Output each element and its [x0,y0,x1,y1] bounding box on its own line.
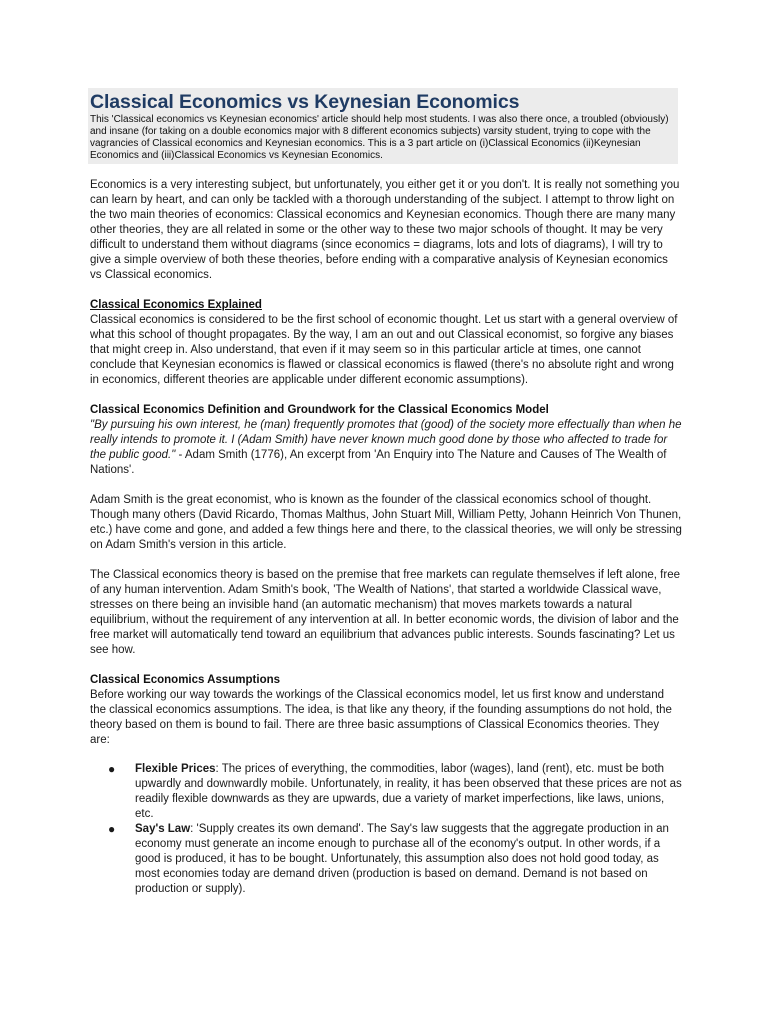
section-heading-explained: Classical Economics Explained [90,299,262,311]
bullet-icon: ● [108,822,116,836]
quote-attribution: - Adam Smith (1776), An excerpt from 'An Enquiry into The Nature and Causes of The Wealth of Nations'. [90,449,667,476]
list-item [108,762,682,822]
adam-smith-quote-block [90,418,682,478]
assumption-text: : The prices of everything, the commodities, labor (wages), land (rent), etc. must be both upwardly and downwardly mobile. Unfortunately, in reality, it has been observed that these prices are not as readily flexible downwards as they are upwards, due a variety of market imperfections, like laws, unions, etc. [135,763,682,820]
adam-smith-quote: "By pursuing his own interest, he (man) frequently promotes that (good) of the society more effectually than when he really intends to promote it. I (Adam Smith) have never known much good done by those who affected to trade for the public good." [90,419,682,461]
assumption-text: : 'Supply creates its own demand'. The Say's law suggests that the aggregate production in an economy must generate an income enough to purchase all of the economy's output. In other words, if a good is produced, it has to be bought. Unfortunately, this assumption also does not hold good today, as most economies today are demand driven (production is based on demand. Demand is not based on production or supply). [135,823,669,895]
assumption-term: Say's Law [135,823,191,835]
section-heading-definition: Classical Economics Definition and Groundwork for the Classical Economics Model [90,404,549,416]
list-item [108,822,682,897]
section-heading-assumptions: Classical Economics Assumptions [90,674,281,686]
adam-smith-paragraph: Adam Smith is the great economist, who is known as the founder of the classical economics school of thought. Though many others (David Ricardo, Thomas Malthus, John Stuart Mill, William Petty, Johann Heinrich Von Thunen, etc.) have come and gone, and added a few things here and there, to the classical theories, we will only be stressing on Adam Smith's version in this article. [90,494,682,551]
intro-paragraph: Economics is a very interesting subject, but unfortunately, you either get it or you don't. It is really not something you can learn by heart, and can only be tackled with a thorough understanding of the subject. I attempt to throw light on the two main theories of economics: Classical economics and Keynesian economics. Though there are many many other theories, they are all related in some or the other way to these two major schools of thought. It may be very difficult to understand them without diagrams (since economics = diagrams, lots and lots of diagrams), I will try to give a simple overview of both these theories, before ending with a comparative analysis of Keynesian economics vs Classical economics. [90,179,680,281]
article-title: Classical Economics vs Keynesian Economics [90,91,520,113]
assumptions-list [90,762,682,897]
article-body [90,178,682,897]
classical-theory-paragraph: The Classical economics theory is based on the premise that free markets can regulate themselves if left alone, free of any human intervention. Adam Smith's book, 'The Wealth of Nations', that started a worldwide Classical wave, stresses on there being an invisible hand (an automatic mechanism) that moves markets towards a natural equilibrium, without the requirement of any intervention at all. In better economic words, the division of labor and the free market will automatically tend toward an equilibrium that advances public interests. Sounds fascinating? Let us see how. [90,569,680,656]
assumption-term: Flexible Prices [135,763,216,775]
section-explained-text: Classical economics is considered to be the first school of economic thought. Let us start with a general overview of what this school of thought propagates. By the way, I am an out and out Classical economist, so forgive any biases that might creep in. Also understand, that even if it may seem so in this particular article at times, one cannot conclude that Keynesian economics is flawed or classical economics is flawed (there's no absolute right and wrong in economics, different theories are applicable under different economic assumptions). [90,314,678,386]
bullet-icon: ● [108,762,116,776]
article-header [88,88,678,164]
assumptions-intro-text: Before working our way towards the workings of the Classical economics model, let us first know and understand the classical economics assumptions. The idea, is that like any theory, if the founding assumptions do not hold, the theory based on them is bound to fail. There are three basic assumptions of Classical Economics theories. They are: [90,689,672,746]
article-intro: This 'Classical economics vs Keynesian economics' article should help most students. I was also there once, a troubled (obviously) and insane (for taking on a double economics major with 8 different economics subjects) varsity student, trying to cope with the vagrancies of Classical economics and Keynesian economics. This is a 3 part article on (i)Classical Economics (ii)Keynesian Economics and (iii)Classical Economics vs Keynesian Economics. [90,114,669,161]
